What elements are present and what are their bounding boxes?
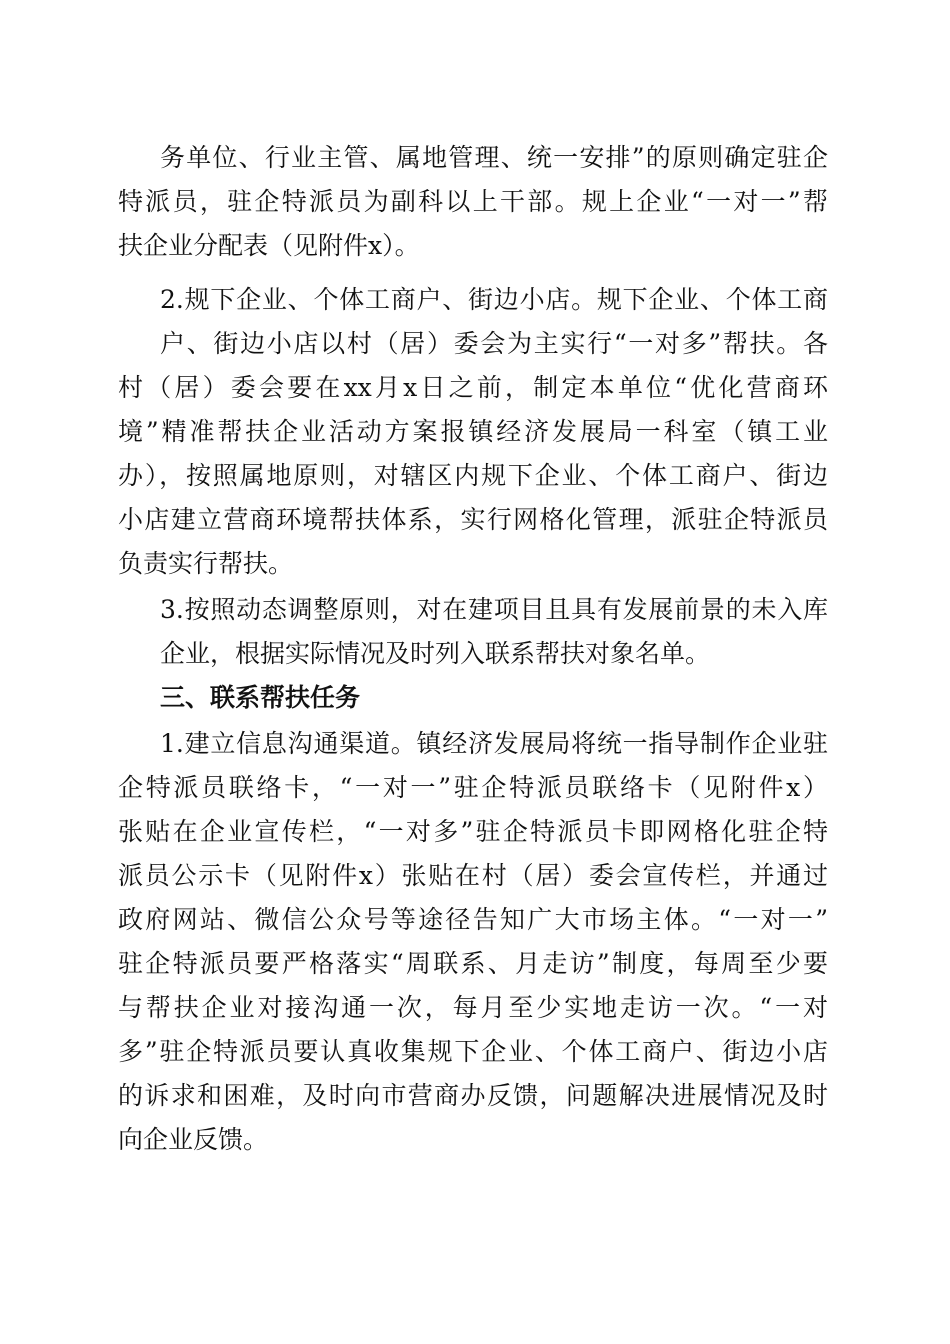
text-line: 政府网站、微信公众号等途径告知广大市场主体。“一对一” [118, 905, 828, 934]
text-line: 户、街边小店以村（居）委会为主实行“一对多”帮扶。各 [160, 329, 828, 358]
text-line: 扶企业分配表（见附件x）。 [118, 231, 420, 260]
text-line: 向企业反馈。 [118, 1125, 269, 1154]
text-line: 的诉求和困难，及时向市营商办反馈，问题解决进展情况及时 [118, 1081, 828, 1110]
text-line: 多”驻企特派员要认真收集规下企业、个体工商户、街边小店 [118, 1037, 828, 1066]
text-line: 负责实行帮扶。 [118, 549, 294, 578]
text-line: 境”精准帮扶企业活动方案报镇经济发展局一科室（镇工业 [118, 417, 828, 446]
text-line: 驻企特派员要严格落实“周联系、月走访”制度，每周至少要 [118, 949, 828, 978]
text-line: 办），按照属地原则，对辖区内规下企业、个体工商户、街边 [118, 461, 828, 490]
text-line: 村（居）委会要在xx月x日之前，制定本单位“优化营商环 [118, 373, 828, 402]
text-line: 企业，根据实际情况及时列入联系帮扶对象名单。 [160, 639, 711, 668]
text-line: 1.建立信息沟通渠道。镇经济发展局将统一指导制作企业驻 [160, 729, 828, 758]
text-line: 务单位、行业主管、属地管理、统一安排”的原则确定驻企 [160, 143, 828, 172]
text-line: 小店建立营商环境帮扶体系，实行网格化管理，派驻企特派员 [118, 505, 828, 534]
text-line: 派员公示卡（见附件x）张贴在村（居）委会宣传栏，并通过 [118, 861, 828, 890]
text-line: 3.按照动态调整原则，对在建项目且具有发展前景的未入库 [160, 595, 828, 624]
text-line: 2.规下企业、个体工商户、街边小店。规下企业、个体工商 [160, 285, 828, 314]
text-line: 张贴在企业宣传栏，“一对多”驻企特派员卡即网格化驻企特 [118, 817, 828, 846]
text-line: 企特派员联络卡，“一对一”驻企特派员联络卡（见附件x） [118, 773, 828, 802]
text-line: 特派员，驻企特派员为副科以上干部。规上企业“一对一”帮 [118, 187, 828, 216]
section-heading: 三、联系帮扶任务 [160, 683, 361, 712]
text-line: 与帮扶企业对接沟通一次，每月至少实地走访一次。“一对 [118, 993, 828, 1022]
